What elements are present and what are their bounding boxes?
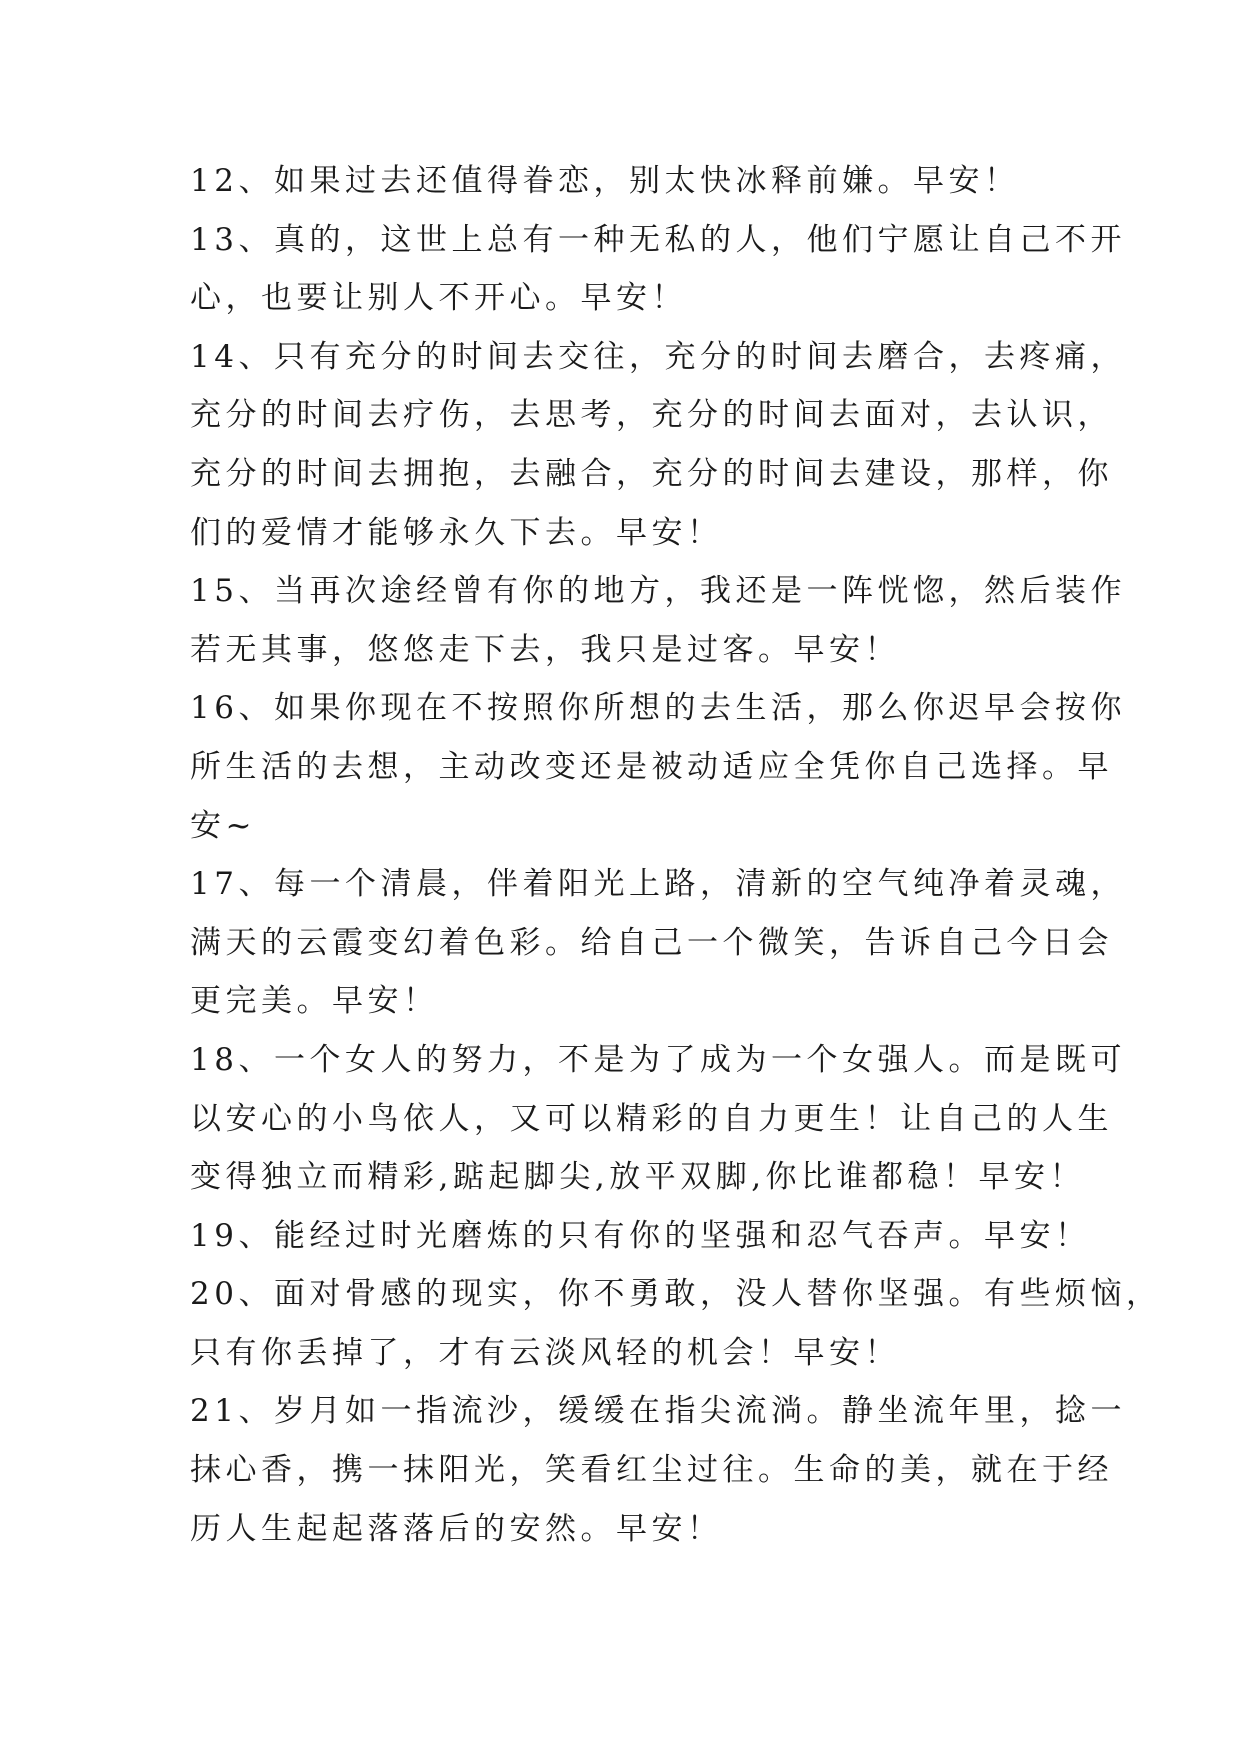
text-line: 13、真的，这世上总有一种无私的人，他们宁愿让自己不开 — [190, 221, 1126, 258]
document-body — [190, 152, 1162, 1558]
text-line: 17、每一个清晨，伴着阳光上路，清新的空气纯净着灵魂， — [190, 866, 1126, 903]
text-line: 14、只有充分的时间去交往，充分的时间去磨合，去疼痛， — [190, 338, 1126, 375]
text-line: 满天的云霞变幻着色彩。给自己一个微笑，告诉自己今日会 — [190, 924, 1113, 961]
text-line: 21、岁月如一指流沙，缓缓在指尖流淌。静坐流年里，捻一 — [190, 1393, 1126, 1430]
text-line: 抹心香，携一抹阳光，笑看红尘过往。生命的美，就在于经 — [190, 1452, 1113, 1489]
text-line: 以安心的小鸟依人，又可以精彩的自力更生！让自己的人生 — [190, 1100, 1113, 1137]
text-line: 更完美。早安！ — [190, 983, 439, 1020]
text-line: 19、能经过时光磨炼的只有你的坚强和忍气吞声。早安！ — [190, 1217, 1091, 1254]
text-line: 16、如果你现在不按照你所想的去生活，那么你迟早会按你 — [190, 690, 1126, 727]
text-line: 充分的时间去疗伤，去思考，充分的时间去面对，去认识， — [190, 397, 1113, 434]
text-line: 20、面对骨感的现实，你不勇敢，没人替你坚强。有些烦恼， — [190, 1276, 1162, 1313]
text-line: 12、如果过去还值得眷恋，别太快冰释前嫌。早安！ — [190, 163, 1020, 199]
text-line: 所生活的去想，主动改变还是被动适应全凭你自己选择。早 — [190, 748, 1113, 785]
text-line: 若无其事，悠悠走下去，我只是过客。早安！ — [190, 631, 900, 668]
text-line: 18、一个女人的努力，不是为了成为一个女强人。而是既可 — [190, 1041, 1126, 1078]
text-line: 心，也要让别人不开心。早安！ — [190, 280, 687, 317]
text-line: 变得独立而精彩,踮起脚尖,放平双脚,你比谁都稳！早安！ — [190, 1159, 1086, 1196]
text-line: 只有你丢掉了，才有云淡风轻的机会！早安！ — [190, 1334, 900, 1371]
text-line: 历人生起起落落后的安然。早安！ — [190, 1510, 723, 1547]
text-line: 们的爱情才能够永久下去。早安！ — [190, 514, 723, 551]
text-line: 充分的时间去拥抱，去融合，充分的时间去建设，那样，你 — [190, 455, 1113, 492]
text-line: 安~ — [190, 807, 256, 844]
text-line: 15、当再次途经曾有你的地方，我还是一阵恍惚，然后装作 — [190, 573, 1126, 610]
